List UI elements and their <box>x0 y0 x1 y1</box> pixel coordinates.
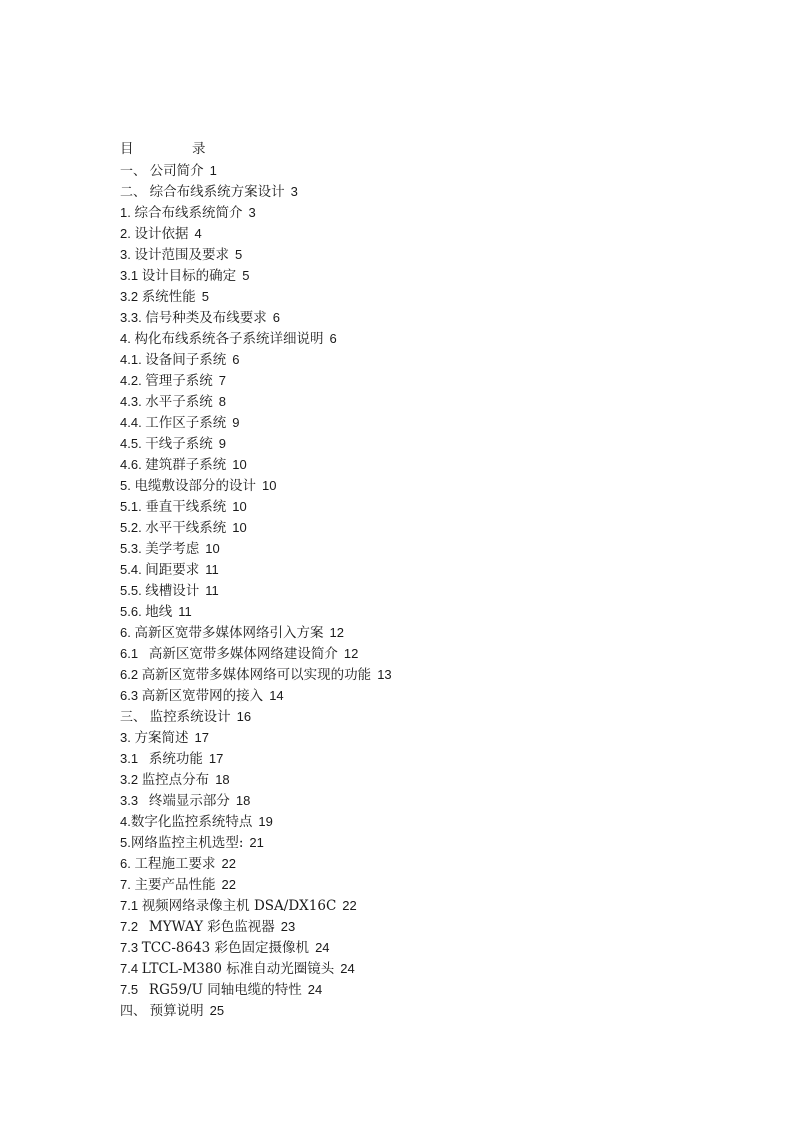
toc-entry-title: LTCL-M380 标准自动光圈镜头 <box>141 961 335 977</box>
toc-entry-page-number: 21 <box>249 835 264 850</box>
toc-entry-number: 1. <box>120 205 135 220</box>
toc-entry-page-number: 25 <box>209 1003 225 1018</box>
toc-entry-page-number: 7 <box>218 373 227 388</box>
toc-entry-page-number: 16 <box>236 709 252 724</box>
toc-entry-page-number: 24 <box>307 982 323 997</box>
toc-title <box>120 139 740 160</box>
toc-entry-title: 管理子系统 <box>145 373 213 389</box>
toc-entry-number: 5. <box>120 478 135 493</box>
toc-entry[interactable] <box>120 370 740 391</box>
toc-entry-number: 3.3 <box>120 793 149 808</box>
toc-entry-page-number: 3 <box>290 184 298 199</box>
toc-entry-number: 2. <box>120 226 135 241</box>
toc-entry-number: 4.3. <box>120 394 146 409</box>
toc-entry[interactable] <box>120 202 740 223</box>
toc-entry-title: RG59/U 同轴电缆的特性 <box>148 982 302 998</box>
toc-entry-page-number: 23 <box>280 919 296 934</box>
toc-entry-page-number: 4 <box>194 226 202 241</box>
toc-entry[interactable] <box>120 349 740 370</box>
toc-entry-page-number: 10 <box>232 457 247 472</box>
toc-entry-title: 综合布线系统简介 <box>134 205 243 221</box>
toc-entry-title: 信号种类及布线要求 <box>145 310 267 326</box>
toc-entry-title: 构化布线系统各子系统详细说明 <box>134 331 324 347</box>
toc-entry[interactable] <box>120 475 740 496</box>
toc-entry-title: 高新区宽带多媒体网络建设简介 <box>148 646 338 662</box>
toc-entry-number: 5.5. <box>120 583 146 598</box>
toc-entry[interactable] <box>120 601 740 622</box>
toc-entry-page-number: 3 <box>248 205 256 220</box>
toc-entry-page-number: 12 <box>343 646 359 661</box>
toc-entry-title: 干线子系统 <box>145 436 213 452</box>
toc-entry-title: MYWAY 彩色监视器 <box>148 919 275 935</box>
toc-entry[interactable] <box>120 433 740 454</box>
toc-entry-number: 7.2 <box>120 919 149 934</box>
toc-entry-number: 6.1 <box>120 646 149 661</box>
toc-title-char-1: 目 <box>120 141 134 157</box>
toc-entry-number: 7.1 <box>120 898 142 913</box>
toc-entry[interactable] <box>120 580 740 601</box>
toc-entry-page-number: 17 <box>194 730 209 745</box>
toc-entry-title: 综合布线系统方案设计 <box>149 184 285 200</box>
toc-entry-page-number: 8 <box>218 394 227 409</box>
toc-entry[interactable] <box>120 643 740 664</box>
toc-entry-number: 6.3 <box>120 688 142 703</box>
toc-entry-title: 水平干线系统 <box>145 520 227 536</box>
toc-entry-page-number: 24 <box>340 961 355 976</box>
toc-entry-title: 预算说明 <box>149 1003 204 1019</box>
toc-entry[interactable] <box>120 496 740 517</box>
toc-entry-page-number: 11 <box>205 562 219 577</box>
toc-entry[interactable] <box>120 958 740 979</box>
toc-entry-page-number: 10 <box>232 520 247 535</box>
toc-entry[interactable] <box>120 874 740 895</box>
toc-entry-title: 设计依据 <box>134 226 189 242</box>
toc-entry-number: 5.2. <box>120 520 146 535</box>
toc-title-char-2: 录 <box>192 141 206 157</box>
toc-entry-title: 工作区子系统 <box>145 415 227 431</box>
toc-entry-page-number: 1 <box>209 163 217 178</box>
toc-entry[interactable] <box>120 454 740 475</box>
toc-entry-number: 3.2 <box>120 289 142 304</box>
toc-entry-number: 5.4. <box>120 562 146 577</box>
toc-entry-number: 6.2 <box>120 667 142 682</box>
toc-entry-title: 设计目标的确定 <box>141 268 237 284</box>
toc-entry-page-number: 18 <box>235 793 251 808</box>
toc-entry[interactable] <box>120 223 740 244</box>
toc-entry-title: 工程施工要求 <box>134 856 216 872</box>
toc-entry-number: 7.5 <box>120 982 149 997</box>
toc-entry-page-number: 9 <box>232 415 240 430</box>
toc-entry[interactable] <box>120 832 740 853</box>
toc-entry-number: 三、 <box>120 709 150 724</box>
toc-entry[interactable] <box>120 265 740 286</box>
toc-entry-title: 视频网络录像主机 DSA/DX16C <box>141 898 337 914</box>
toc-entry-number: 3. <box>120 730 135 745</box>
toc-entry-number: 4.4. <box>120 415 146 430</box>
toc-entry-page-number: 6 <box>329 331 337 346</box>
toc-entry-title: 线槽设计 <box>145 583 200 599</box>
toc-entry[interactable] <box>120 727 740 748</box>
toc-entry-number: 5.3. <box>120 541 146 556</box>
toc-entry-page-number: 22 <box>221 856 236 871</box>
toc-entry-page-number: 22 <box>342 898 357 913</box>
toc-entry-title: 系统功能 <box>148 751 203 767</box>
toc-entry-title: 方案简述 <box>134 730 189 746</box>
toc-entry[interactable] <box>120 286 740 307</box>
toc-entry-page-number: 5 <box>234 247 243 262</box>
toc-entry-title: 公司简介 <box>149 163 204 179</box>
toc-entry-page-number: 18 <box>215 772 230 787</box>
toc-entry-number: 4. <box>120 814 131 829</box>
toc-entry-number: 3.3. <box>120 310 146 325</box>
toc-entry[interactable] <box>120 769 740 790</box>
toc-entry-number: 4.5. <box>120 436 146 451</box>
toc-entry-number: 5.1. <box>120 499 146 514</box>
toc-entry-page-number: 10 <box>205 541 220 556</box>
toc-entry-title: 垂直干线系统 <box>145 499 227 515</box>
toc-entry[interactable] <box>120 937 740 958</box>
toc-entry-page-number: 10 <box>232 499 247 514</box>
toc-entry-page-number: 11 <box>205 583 219 598</box>
toc-entry-title: 监控系统设计 <box>149 709 231 725</box>
toc-entry[interactable] <box>120 391 740 412</box>
toc-entry-number: 4.6. <box>120 457 146 472</box>
toc-entry[interactable] <box>120 538 740 559</box>
toc-entry-title: 终端显示部分 <box>148 793 230 809</box>
toc-entry-page-number: 6 <box>272 310 281 325</box>
toc-list <box>120 160 740 1021</box>
toc-entry[interactable] <box>120 307 740 328</box>
toc-entry-page-number: 11 <box>178 604 192 619</box>
table-of-contents <box>120 139 740 1021</box>
toc-entry[interactable] <box>120 685 740 706</box>
toc-entry[interactable] <box>120 622 740 643</box>
toc-entry-number: 6. <box>120 856 135 871</box>
toc-entry-number: 3. <box>120 247 135 262</box>
toc-entry[interactable] <box>120 664 740 685</box>
toc-entry-number: 5. <box>120 835 131 850</box>
toc-entry-title: 设计范围及要求 <box>134 247 229 263</box>
toc-entry[interactable] <box>120 895 740 916</box>
toc-entry[interactable] <box>120 916 740 937</box>
toc-entry-number: 二、 <box>120 184 150 199</box>
toc-entry[interactable] <box>120 790 740 811</box>
toc-entry-page-number: 19 <box>258 814 273 829</box>
toc-entry[interactable] <box>120 160 740 181</box>
toc-entry-page-number: 13 <box>377 667 392 682</box>
toc-entry[interactable] <box>120 559 740 580</box>
toc-entry-number: 4. <box>120 331 135 346</box>
toc-entry-number: 3.2 <box>120 772 142 787</box>
toc-entry[interactable] <box>120 328 740 349</box>
toc-entry-page-number: 12 <box>329 625 344 640</box>
toc-entry[interactable] <box>120 853 740 874</box>
toc-entry-number: 7. <box>120 877 135 892</box>
toc-entry-number: 6. <box>120 625 135 640</box>
toc-entry-title: 电缆敷设部分的设计 <box>134 478 256 494</box>
toc-entry-page-number: 5 <box>201 289 209 304</box>
toc-entry-title: 数字化监控系统特点 <box>130 814 253 830</box>
toc-entry-title: 建筑群子系统 <box>145 457 227 473</box>
toc-entry-number: 一、 <box>120 163 150 178</box>
toc-entry[interactable] <box>120 181 740 202</box>
toc-entry-title: 高新区宽带多媒体网络引入方案 <box>134 625 324 641</box>
toc-entry[interactable] <box>120 748 740 769</box>
toc-entry-page-number: 22 <box>221 877 236 892</box>
toc-entry-title: 监控点分布 <box>141 772 210 788</box>
toc-entry[interactable] <box>120 979 740 1000</box>
toc-entry-number: 四、 <box>120 1003 150 1018</box>
toc-entry-number: 5.6. <box>120 604 146 619</box>
toc-entry[interactable] <box>120 412 740 433</box>
toc-entry-page-number: 24 <box>315 940 330 955</box>
toc-entry-title: 地线 <box>145 604 173 620</box>
toc-entry-page-number: 9 <box>218 436 227 451</box>
toc-entry-title: 网络监控主机选型: <box>130 835 244 851</box>
toc-entry-page-number: 5 <box>242 268 250 283</box>
toc-entry-number: 4.1. <box>120 352 146 367</box>
toc-entry-title: 间距要求 <box>145 562 200 578</box>
toc-entry-page-number: 6 <box>232 352 240 367</box>
toc-entry-number: 3.1 <box>120 268 142 283</box>
toc-entry-title: 高新区宽带多媒体网络可以实现的功能 <box>141 667 372 683</box>
toc-entry-number: 4.2. <box>120 373 146 388</box>
toc-entry-title: 水平子系统 <box>145 394 213 410</box>
toc-entry-title: 设备间子系统 <box>145 352 227 368</box>
toc-entry-title: 美学考虑 <box>145 541 200 557</box>
toc-entry-title: 主要产品性能 <box>134 877 216 893</box>
toc-entry-page-number: 14 <box>269 688 284 703</box>
toc-entry[interactable] <box>120 517 740 538</box>
toc-entry-title: 高新区宽带网的接入 <box>141 688 264 704</box>
toc-entry-number: 7.4 <box>120 961 142 976</box>
toc-entry[interactable] <box>120 706 740 727</box>
toc-entry-number: 7.3 <box>120 940 142 955</box>
toc-entry-title: TCC-8643 彩色固定摄像机 <box>141 940 310 956</box>
toc-entry-page-number: 17 <box>208 751 224 766</box>
toc-entry[interactable] <box>120 811 740 832</box>
toc-entry-title: 系统性能 <box>141 289 196 305</box>
toc-entry-page-number: 10 <box>261 478 277 493</box>
toc-entry[interactable] <box>120 1000 740 1021</box>
toc-entry-number: 3.1 <box>120 751 149 766</box>
toc-entry[interactable] <box>120 244 740 265</box>
